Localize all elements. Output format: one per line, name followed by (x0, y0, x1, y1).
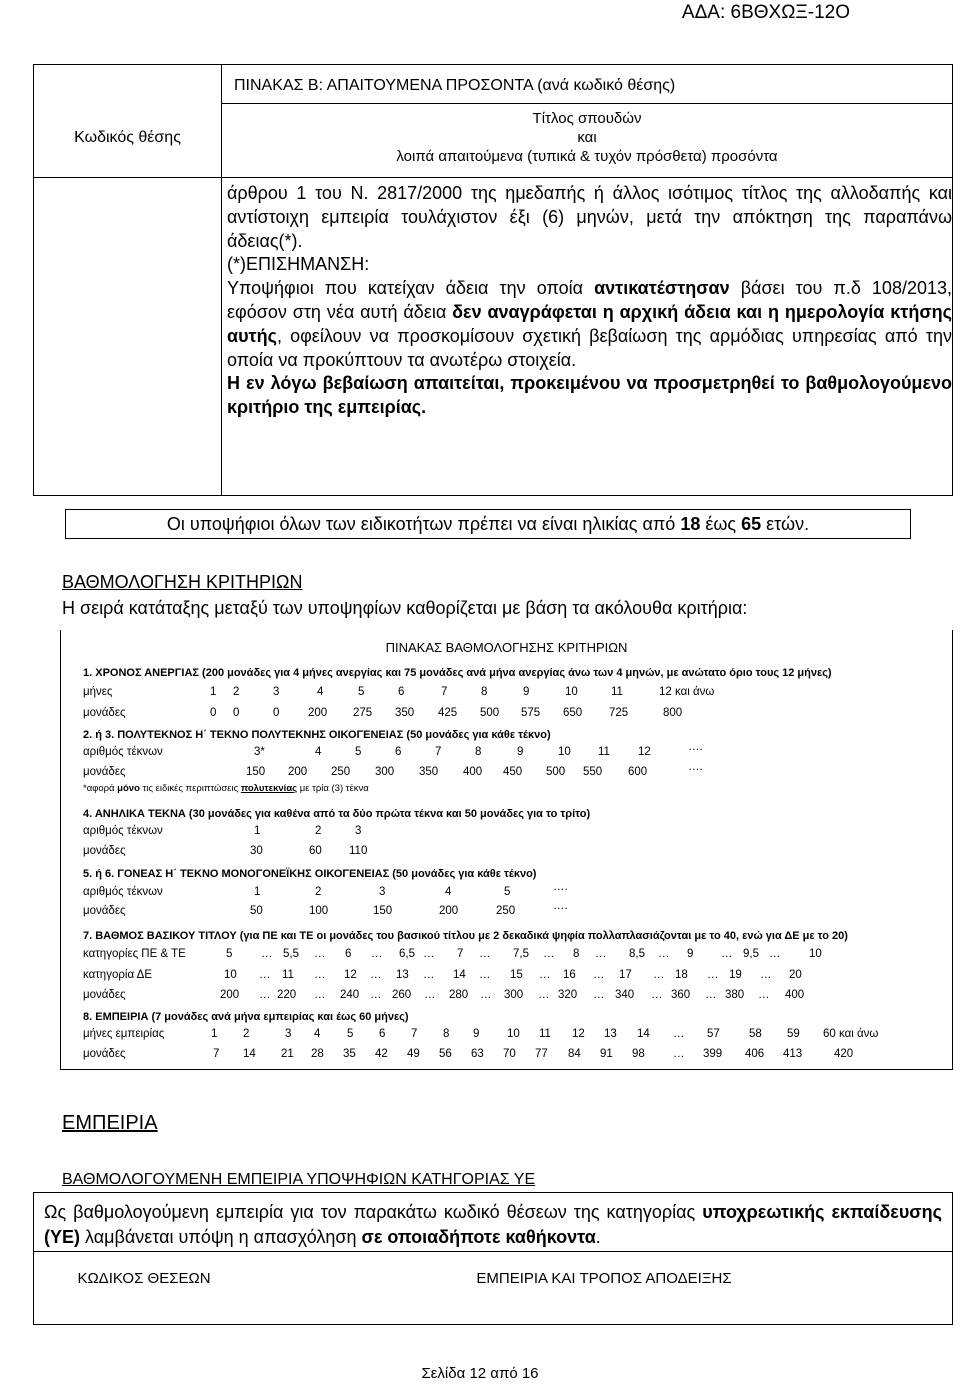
row-value: … (314, 969, 326, 981)
row-label: μονάδες (83, 845, 126, 857)
row-value: 240 (340, 989, 360, 1001)
s4-children-row (83, 825, 943, 841)
row-value: … (261, 948, 273, 960)
row-value: 8,5 (629, 948, 645, 960)
row-value: 550 (583, 766, 603, 778)
footnote: *αφορά μόνο τις ειδικές περιπτώσεις πολυτεκνίας με τρία (3) τέκνα (83, 783, 369, 794)
row-value: … (658, 948, 670, 960)
row-value: 12 και άνω (659, 686, 715, 698)
row-label: μονάδες (83, 766, 126, 778)
row-value: … (479, 948, 491, 960)
row-value: 5,5 (283, 948, 299, 960)
row-value: 6 (345, 948, 352, 960)
row-label: αριθμός τέκνων (83, 746, 163, 758)
row-value: 11 (611, 686, 623, 698)
row-value: 7 (435, 746, 442, 758)
row-value: 10 (565, 686, 578, 698)
row-value: 70 (503, 1048, 516, 1060)
row-value: 63 (471, 1048, 484, 1060)
row-value: 28 (311, 1048, 324, 1060)
row-label: μονάδες (83, 1048, 126, 1060)
row-value: 360 (671, 989, 691, 1001)
body-paragraph: άρθρου 1 του Ν. 2817/2000 της ημεδαπής ή άλλος ισότιμος τίτλος της αλλοδαπής και αντίστοιχη εμπειρία τουλάχιστον έξι (6) μηνών, μετά την απόκτηση της παραπάνω άδειας(*). (227, 183, 952, 251)
row-value: 11 (282, 969, 294, 981)
row-value: 350 (419, 766, 439, 778)
row-value: 575 (521, 707, 541, 719)
row-value: … (259, 969, 271, 981)
row-value: 13 (396, 969, 409, 981)
row-value: 3 (355, 825, 362, 837)
row-value: 16 (563, 969, 576, 981)
row-value: 14 (243, 1048, 256, 1060)
row-value: 500 (546, 766, 566, 778)
row-value: … (705, 989, 717, 1001)
row-value: 150 (373, 905, 393, 917)
row-value: 8 (481, 686, 488, 698)
ada-code: ΑΔΑ: 6ΒΘΧΩΞ-12Ο (681, 2, 850, 23)
row-value: 406 (745, 1048, 765, 1060)
row-value: … (653, 969, 665, 981)
note-bold: Η εν λόγω βεβαίωση απαιτείται, προκειμένου να προσμετρηθεί το βαθμολογούμενο κριτήριο της εμπειρίας. (227, 373, 952, 418)
row-value: 340 (615, 989, 635, 1001)
row-value: … (673, 1048, 685, 1060)
row-value: … (423, 969, 435, 981)
row-value: 800 (663, 707, 683, 719)
row-label: μονάδες (83, 989, 126, 1001)
row-value: … (370, 969, 382, 981)
row-value: … (539, 969, 551, 981)
row-value: … (673, 1028, 685, 1040)
row-value: 10 (224, 969, 237, 981)
column-header-codes: ΚΩΔΙΚΟΣ ΘΕΣΕΩΝ (77, 1270, 211, 1287)
row-value: 11 (598, 746, 610, 758)
row-label: μονάδες (83, 707, 126, 719)
requirements-table (33, 64, 953, 496)
row-value: 7 (411, 1028, 418, 1040)
row-value: 200 (308, 707, 328, 719)
scoring-title: ΠΙΝΑΚΑΣ ΒΑΘΜΟΛΟΓΗΣΗΣ ΚΡΙΤΗΡΙΩΝ (385, 640, 628, 655)
row-value: 19 (729, 969, 742, 981)
row-value: 14 (453, 969, 466, 981)
row-ellipsis: …. (553, 881, 568, 893)
s8-points-row (83, 1048, 943, 1064)
age-notice: Οι υποψήφιοι όλων των ειδικοτήτων πρέπει να είναι ηλικίας από 18 έως 65 ετών. (65, 509, 911, 539)
row-value: 6 (398, 686, 405, 698)
s8-months-row (83, 1028, 943, 1044)
row-value: 9,5 (743, 948, 759, 960)
row-value: … (480, 989, 492, 1001)
row-value: 7 (441, 686, 448, 698)
s1-points-row (83, 707, 943, 723)
row-value: … (593, 969, 605, 981)
row-value: 500 (480, 707, 500, 719)
row-value: … (593, 989, 605, 1001)
row-value: 7 (213, 1048, 220, 1060)
row-value: 14 (637, 1028, 650, 1040)
row-value: 400 (463, 766, 483, 778)
row-value: 420 (834, 1048, 854, 1060)
experience-subheading: ΒΑΘΜΟΛΟΓΟΥΜΕΝΗ ΕΜΠΕΙΡΙΑ ΥΠΟΨΗΦΙΩΝ ΚΑΤΗΓΟΡΙΑΣ ΥΕ (62, 1171, 536, 1188)
experience-text: Ως βαθμολογούμενη εμπειρία για τον παρακάτω κωδικό θέσεων της κατηγορίας υποχρεωτικής εκπαίδευσης (ΥΕ) λαμβάνεται υπόψη η απασχόληση σε οποιαδήποτε καθήκοντα. (44, 1202, 942, 1247)
row-value: 350 (395, 707, 415, 719)
row-value: 15 (510, 969, 523, 981)
s5-points-row (83, 900, 943, 921)
row-value: 1 (254, 825, 261, 837)
s2-children-row (83, 741, 943, 762)
row-value: … (538, 989, 550, 1001)
row-value: … (370, 989, 382, 1001)
row-ellipsis: …. (688, 741, 703, 753)
row-value: 9 (523, 686, 530, 698)
row-value: 91 (600, 1048, 613, 1060)
row-value: 17 (619, 969, 632, 981)
row-value: 220 (277, 989, 297, 1001)
note-title: (*)ΕΠΙΣΗΜΑΝΣΗ: (227, 254, 370, 275)
section-title: 2. ή 3. ΠΟΛΥΤΕΚΝΟΣ Η΄ ΤΕΚΝΟ ΠΟΛΥΤΕΚΝΗΣ ΟΙΚΟΓΕΝΕΙΑΣ (50 μονάδες για κάθε τέκνο) (83, 729, 551, 741)
row-value: 600 (628, 766, 648, 778)
note-paragraph: Υποψήφιοι που κατείχαν άδεια την οποία αντικατέστησαν βάσει του π.δ 108/2013, εφόσον στη νέα αυτή άδεια δεν αναγράφεται η αρχική άδεια και η ημερολογία κτήσης αυτής, οφείλουν να προσκομίσουν σχετική βεβαίωση της αρμόδιας υπηρεσίας από την οποία να προκύπτουν τα ανωτέρω στοιχεία. (227, 278, 952, 370)
row-value: 5 (504, 886, 511, 898)
s4-points-row (83, 845, 943, 861)
row-value: 58 (749, 1028, 762, 1040)
row-value: 60 (309, 845, 322, 857)
row-value: 9 (473, 1028, 480, 1040)
row-value: … (721, 948, 733, 960)
row-value: 49 (407, 1048, 420, 1060)
row-ellipsis: …. (688, 761, 703, 773)
row-value: … (423, 948, 435, 960)
row-value: 650 (563, 707, 583, 719)
row-value: 725 (609, 707, 629, 719)
row-value: 0 (273, 707, 280, 719)
row-value: 1 (210, 686, 217, 698)
row-value: 260 (392, 989, 412, 1001)
s7-points-row (83, 989, 943, 1005)
row-value: … (314, 989, 326, 1001)
row-value: 275 (353, 707, 373, 719)
row-value: 8 (573, 948, 580, 960)
table-title: ΠΙΝΑΚΑΣ Β: ΑΠΑΙΤΟΥΜΕΝΑ ΠΡΟΣΟΝΤΑ (ανά κωδικό θέσης) (234, 77, 676, 94)
row-value: 42 (375, 1048, 388, 1060)
row-value: 12 (344, 969, 357, 981)
row-value: 77 (535, 1048, 548, 1060)
row-value: 2 (243, 1028, 250, 1040)
row-value: 8 (475, 746, 482, 758)
row-value: … (424, 989, 436, 1001)
row-value: 7 (457, 948, 464, 960)
section-title: 5. ή 6. ΓΟΝΕΑΣ Η΄ ΤΕΚΝΟ ΜΟΝΟΓΟΝΕΪΚΗΣ ΟΙΚΟΓΕΝΕΙΑΣ (50 μονάδες για κάθε τέκνο) (83, 868, 537, 880)
page-number: Σελίδα 12 από 16 (421, 1365, 539, 1382)
row-label: μήνες (83, 686, 113, 698)
row-label: κατηγορίες ΠΕ & ΤΕ (83, 948, 186, 960)
row-label: αριθμός τέκνων (83, 825, 163, 837)
s5-children-row (83, 881, 943, 902)
row-value: 320 (558, 989, 578, 1001)
row-value: … (543, 948, 555, 960)
row-value: 59 (787, 1028, 800, 1040)
column-header-line: Τίτλος σπουδών (532, 110, 642, 127)
row-value: … (758, 989, 770, 1001)
row-value: 9 (517, 746, 524, 758)
criteria-heading: ΒΑΘΜΟΛΟΓΗΣΗ ΚΡΙΤΗΡΙΩΝ (62, 572, 303, 592)
scoring-table (60, 630, 953, 1070)
section-title: 8. ΕΜΠΕΙΡΙΑ (7 μονάδες ανά μήνα εμπειρίας και έως 60 μήνες) (83, 1011, 409, 1023)
row-value: 10 (507, 1028, 520, 1040)
row-value: 2 (315, 886, 322, 898)
row-value: 300 (375, 766, 395, 778)
row-value: 450 (503, 766, 523, 778)
row-ellipsis: …. (553, 900, 568, 912)
row-value: 6,5 (399, 948, 415, 960)
row-value: 10 (809, 948, 822, 960)
experience-heading: ΕΜΠΕΙΡΙΑ (62, 1112, 158, 1134)
section-title: 4. ΑΝΗΛΙΚΑ ΤΕΚΝΑ (30 μονάδες για καθένα από τα δύο πρώτα τέκνα και 50 μονάδες για το τρίτο) (83, 808, 591, 820)
section-title: 1. ΧΡΟΝΟΣ ΑΝΕΡΓΙΑΣ (200 μονάδες για 4 μήνες ανεργίας και 75 μονάδες ανά μήνα ανεργίας άνω των 4 μηνών, με ανώτατο όριο τους 12 μήνες) (83, 667, 832, 679)
row-value: 4 (317, 686, 324, 698)
row-value: 100 (309, 905, 329, 917)
row-value: 3* (254, 746, 265, 758)
row-value: … (707, 969, 719, 981)
row-value: 20 (789, 969, 802, 981)
row-value: 413 (783, 1048, 803, 1060)
row-value: … (595, 948, 607, 960)
row-value: 1 (211, 1028, 218, 1040)
row-value: 5 (226, 948, 233, 960)
s2-points-row (83, 761, 943, 782)
row-value: 300 (504, 989, 524, 1001)
row-value: 8 (443, 1028, 450, 1040)
row-value: 6 (379, 1028, 386, 1040)
row-label: κατηγορία ΔΕ (83, 969, 152, 981)
row-value: … (760, 969, 772, 981)
column-header-title (222, 109, 952, 166)
row-value: 7,5 (513, 948, 529, 960)
row-value: 200 (288, 766, 308, 778)
row-value: 98 (632, 1048, 645, 1060)
requirements-text (227, 182, 952, 420)
experience-box (33, 1192, 953, 1325)
row-value: 35 (343, 1048, 356, 1060)
row-value: 57 (707, 1028, 720, 1040)
row-value: 0 (233, 707, 240, 719)
row-value: 399 (703, 1048, 723, 1060)
row-value: 400 (785, 989, 805, 1001)
column-header-line: λοιπά απαιτούμενα (τυπικά & τυχόν πρόσθετα) προσόντα (396, 148, 778, 165)
row-value: 150 (246, 766, 266, 778)
row-value: 5 (347, 1028, 354, 1040)
row-value: 3 (379, 886, 386, 898)
row-value: … (371, 948, 383, 960)
row-value: 3 (273, 686, 280, 698)
row-value: 84 (568, 1048, 581, 1060)
column-header-line: και (577, 129, 597, 146)
row-value: 0 (210, 707, 217, 719)
row-value: 110 (349, 845, 368, 857)
column-header-experience: ΕΜΠΕΙΡΙΑ ΚΑΙ ΤΡΟΠΟΣ ΑΠΟΔΕΙΞΗΣ (476, 1270, 732, 1287)
row-value: 250 (496, 905, 516, 917)
row-value: 18 (675, 969, 688, 981)
row-value: … (314, 948, 326, 960)
row-value: … (769, 948, 781, 960)
row-value: 2 (233, 686, 240, 698)
row-value: … (479, 969, 491, 981)
row-value: 5 (358, 686, 365, 698)
column-header-code: Κωδικός θέσης (74, 129, 181, 146)
row-value: 10 (558, 746, 571, 758)
row-value: 60 και άνω (823, 1028, 879, 1040)
row-value: 21 (281, 1048, 294, 1060)
row-value: 4 (315, 746, 322, 758)
section-title: 7. ΒΑΘΜΟΣ ΒΑΣΙΚΟΥ ΤΙΤΛΟΥ (για ΠΕ και ΤΕ οι μονάδες του βασικού τίτλου με 2 δεκαδικά ψηφία πολλαπλασιάζονται με το 40, ενώ για ΔΕ με το 20) (83, 930, 848, 942)
row-value: 425 (438, 707, 458, 719)
row-value: 4 (445, 886, 452, 898)
row-value: 5 (355, 746, 362, 758)
row-value: 50 (250, 905, 263, 917)
row-value: 9 (687, 948, 694, 960)
row-value: 12 (572, 1028, 585, 1040)
s7-de-row (83, 969, 943, 985)
row-value: 380 (725, 989, 745, 1001)
s1-months-row (83, 686, 943, 702)
row-label: μήνες εμπειρίας (83, 1028, 165, 1040)
row-label: αριθμός τέκνων (83, 886, 163, 898)
s7-pe-row (83, 948, 943, 964)
row-value: … (651, 989, 663, 1001)
row-label: μονάδες (83, 905, 126, 917)
row-value: 250 (331, 766, 351, 778)
row-value: 3 (285, 1028, 292, 1040)
row-value: 200 (220, 989, 240, 1001)
row-value: 6 (395, 746, 402, 758)
row-value: 200 (439, 905, 459, 917)
row-value: 56 (439, 1048, 452, 1060)
row-value: 280 (449, 989, 469, 1001)
row-value: 11 (539, 1028, 551, 1040)
row-value: 30 (250, 845, 263, 857)
row-value: … (259, 989, 271, 1001)
row-value: 4 (314, 1028, 321, 1040)
row-value: 1 (254, 886, 261, 898)
row-value: 13 (604, 1028, 617, 1040)
criteria-intro: Η σειρά κατάταξης μεταξύ των υποψηφίων καθορίζεται με βάση τα ακόλουθα κριτήρια: (62, 598, 748, 618)
row-value: 12 (638, 746, 651, 758)
row-value: 2 (315, 825, 322, 837)
